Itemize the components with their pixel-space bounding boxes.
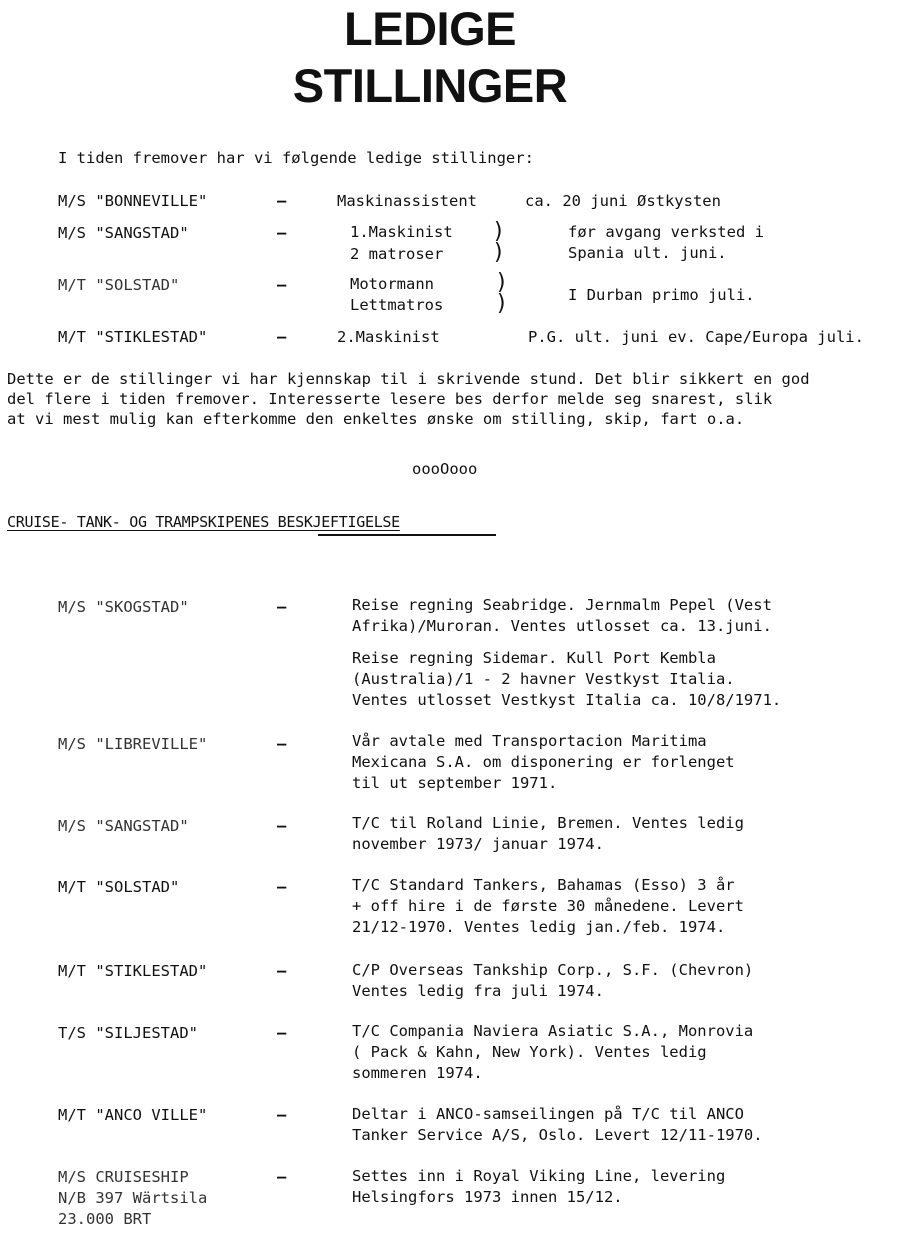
entry-line: Ventes utlosset Vestkyst Italia ca. 10/8/1971. <box>352 691 782 709</box>
entry-line: Vår avtale med Transportacion Maritima <box>352 732 707 750</box>
entry-line: Reise regning Seabridge. Jernmalm Pepel (Vest <box>352 596 772 614</box>
ship-name: M/S "SANGSTAD" <box>58 817 189 835</box>
entry-line: Reise regning Sidemar. Kull Port Kembla <box>352 649 716 667</box>
brace-bottom: ) <box>492 240 506 265</box>
vacancy-position: 1.Maskinist <box>350 223 453 241</box>
ship-name-line: 23.000 BRT <box>58 1210 152 1228</box>
vacancy-ship: M/S "BONNEVILLE" <box>58 192 208 210</box>
entry-line: Afrika)/Muroran. Ventes utlosset ca. 13.juni. <box>352 617 772 635</box>
vacancy-position: Lettmatros <box>350 296 444 314</box>
entry-text <box>352 875 744 938</box>
entry-text <box>352 1104 763 1146</box>
header-underline <box>318 534 496 536</box>
paragraph-line: del flere i tiden fremover. Interesserte lesere bes derfor melde seg snarest, slik <box>7 390 773 408</box>
paragraph-line: Dette er de stillinger vi har kjennskap til i skrivende stund. Det blir sikkert en god <box>7 370 810 388</box>
vacancy-dash: – <box>277 328 287 346</box>
entry-line: Ventes ledig fra juli 1974. <box>352 982 604 1000</box>
vacancy-position: 2.Maskinist <box>337 328 440 346</box>
vacancy-position: Maskinassistent <box>337 192 477 210</box>
entry-line: T/C til Roland Linie, Bremen. Ventes ledig <box>352 814 744 832</box>
entry-text <box>352 1021 753 1084</box>
entry-dash: – <box>277 962 287 980</box>
vacancy-dash: – <box>277 276 287 294</box>
entry-line: Settes inn i Royal Viking Line, levering <box>352 1167 726 1185</box>
ship-name-line: N/B 397 Wärtsila <box>58 1189 208 1207</box>
entry-dash: – <box>277 735 287 753</box>
brace-top: ) <box>492 219 506 244</box>
ship-name: M/T "SOLSTAD" <box>58 878 180 896</box>
ship-name <box>58 1167 207 1230</box>
ship-name-line: M/S CRUISESHIP <box>58 1168 189 1186</box>
page-title-line-2: STILLINGER <box>292 59 568 112</box>
vacancy-note: I Durban primo juli. <box>568 286 755 304</box>
vacancy-note: ca. 20 juni Østkysten <box>525 192 721 210</box>
entry-line: T/C Standard Tankers, Bahamas (Esso) 3 år <box>352 876 735 894</box>
entry-line: Mexicana S.A. om disponering er forlenget <box>352 753 735 771</box>
vacancy-position: Motormann <box>350 275 434 293</box>
entry-line: T/C Compania Naviera Asiatic S.A., Monrovia <box>352 1022 754 1040</box>
entry-dash: – <box>277 598 287 616</box>
vacancy-ship: M/T "STIKLESTAD" <box>58 328 208 346</box>
ship-name: M/T "ANCO VILLE" <box>58 1106 208 1124</box>
vacancy-note: P.G. ult. juni ev. Cape/Europa juli. <box>528 328 864 346</box>
entry-line: ( Pack & Kahn, New York). Ventes ledig <box>352 1043 707 1061</box>
entry-dash: – <box>277 1106 287 1124</box>
ship-name: M/T "STIKLESTAD" <box>58 962 208 980</box>
ship-name: M/S "LIBREVILLE" <box>58 735 208 753</box>
entry-line: sommeren 1974. <box>352 1064 483 1082</box>
entry-text <box>352 813 744 855</box>
vacancy-position: 2 matroser <box>350 245 444 263</box>
entry-line: C/P Overseas Tankship Corp., S.F. (Chevron) <box>352 961 754 979</box>
entry-line: november 1973/ januar 1974. <box>352 835 604 853</box>
intro-text: I tiden fremover har vi følgende ledige stillinger: <box>58 149 534 167</box>
entry-line: Deltar i ANCO-samseilingen på T/C til ANCO <box>352 1105 744 1123</box>
entry-dash: – <box>277 1024 287 1042</box>
entry-line: + off hire i de første 30 månedene. Levert <box>352 897 744 915</box>
entry-text <box>352 648 781 711</box>
entry-line: til ut september 1971. <box>352 774 558 792</box>
vacancy-note: før avgang verksted i <box>568 223 764 241</box>
entry-line: 21/12-1970. Ventes ledig jan./feb. 1974. <box>352 918 726 936</box>
entry-line: Tanker Service A/S, Oslo. Levert 12/11-1970. <box>352 1126 763 1144</box>
vacancy-ship: M/T "SOLSTAD" <box>58 276 180 294</box>
section-separator: oooOooo <box>412 460 478 478</box>
page-title-line-1: LEDIGE <box>344 2 516 55</box>
paragraph-line: at vi mest mulig kan efterkomme den enkeltes ønske om stilling, skip, fart o.a. <box>7 410 745 428</box>
entry-dash: – <box>277 878 287 896</box>
brace-top: ) <box>495 270 509 295</box>
brace-bottom: ) <box>495 291 509 316</box>
entry-dash: – <box>277 1168 287 1186</box>
vacancy-note: Spania ult. juni. <box>568 244 727 262</box>
vacancy-dash: – <box>277 192 287 210</box>
section-header: CRUISE- TANK- OG TRAMPSKIPENES BESKJEFTIGELSE <box>7 513 400 531</box>
ship-name: M/S "SKOGSTAD" <box>58 598 189 616</box>
entry-dash: – <box>277 817 287 835</box>
entry-text <box>352 731 735 794</box>
entry-text <box>352 595 772 637</box>
entry-line: (Australia)/1 - 2 havner Vestkyst Italia. <box>352 670 735 688</box>
vacancy-dash: – <box>277 224 287 242</box>
entry-text <box>352 1166 725 1208</box>
entry-text <box>352 960 753 1002</box>
entry-line: Helsingfors 1973 innen 15/12. <box>352 1188 623 1206</box>
vacancy-ship: M/S "SANGSTAD" <box>58 224 189 242</box>
ship-name: T/S "SILJESTAD" <box>58 1024 198 1042</box>
